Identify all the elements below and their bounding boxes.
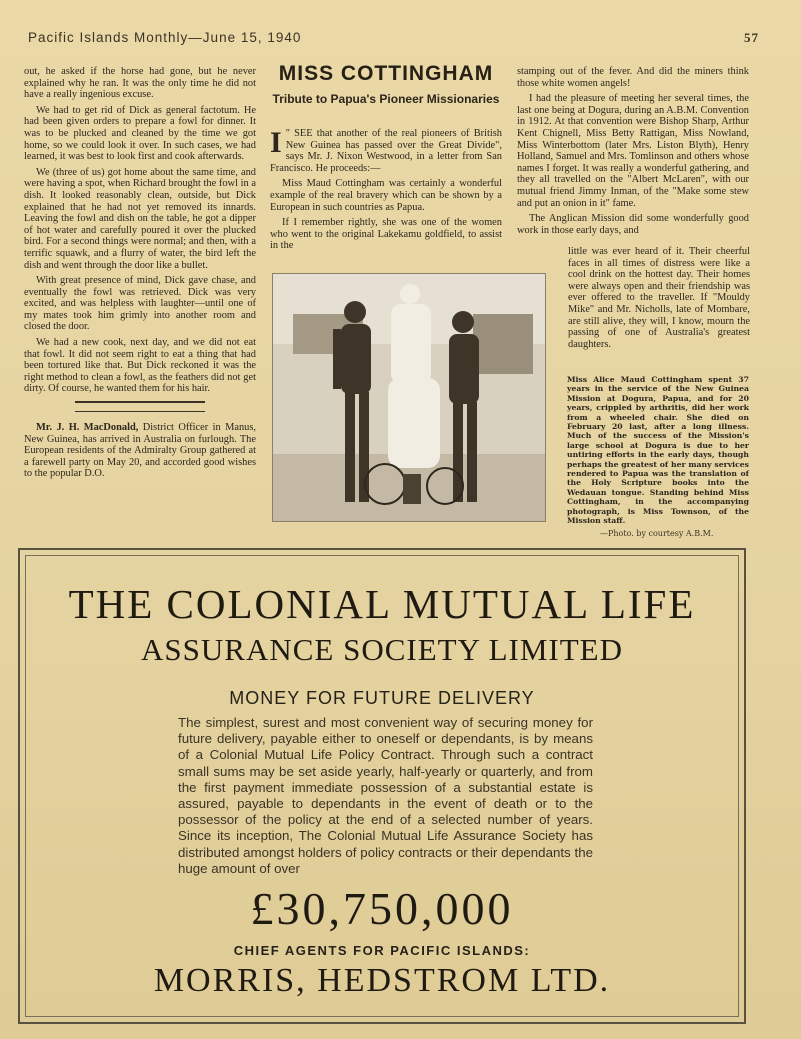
page-number: 57 [744, 30, 759, 45]
ad-body: The simplest, surest and most convenient way of securing money for future delivery, payable either to oneself or dependants, is by means of a Colonial Mutual Life Policy Contract. Through such a contract small sums may be set aside yearly, half-yearly or quarterly, and from the first payment immediate possession of a substantial estate is assured, payable to dependants in the event of death or to the possessor of the policy at the end of a selected number of years. Since its inception, The Colonial Mutual Life Assurance Society has distributed amongst holders of policy contracts or their dependants the huge amount of over [178, 715, 593, 876]
column-left [24, 66, 256, 484]
column-right-continued [568, 246, 750, 354]
ad-heading: MONEY FOR FUTURE DELIVERY [229, 688, 535, 708]
lead-text: SEE that another of the real pioneers of British New Guinea has passed over the Great Divide", says Mr. J. Nixon Westwood, in a letter from San Francisco. He proceeds:— [270, 128, 502, 174]
ad-chief-agents: CHIEF AGENTS FOR PACIFIC ISLANDS: [233, 943, 531, 958]
ad-agent-name: MORRIS, HEDSTROM LTD. [153, 962, 611, 999]
photo-credit: —Photo. by courtesy A.B.M. [600, 529, 714, 538]
photo-caption: Miss Alice Maud Cottingham spent 37 years in the service of the New Guinea Mission at Dogura, Papua, and for 20 years, crippled by arthritis, did her work from a wheeled chair. She died on February 20 last, after a long illness. Much of the success of the Mission's large school at Dogura is due to her untiring efforts in the early days, though perhaps the greatest of her many services rendered to Papua was the translation of the Holy Scripture books into the Wedauan tongue. Standing behind Miss Cottingham, in the accompanying photograph, is Miss Townson, of the Mission staff. [567, 375, 749, 526]
paragraph: We (three of us) got home about the same time, and were having a spot, when Richard brought the fowl in a dish. It looked reasonably clean, outside, but Dick explained that he had not yet removed its innards. Leaving the fowl and dish on the table, he got a dipper of hot water and carefully poured it over the plucked bird. For a second things were normal; and then, with a terrific squawk, and a flurry of water, the bird left the dish and went through the door like a bullet. [24, 166, 256, 271]
news-note [24, 422, 256, 480]
drop-cap: I [270, 126, 282, 159]
paragraph: The Anglican Mission did some wonderfully good work in those early days, and [517, 213, 749, 236]
photo-image [273, 274, 545, 521]
note-text: District Officer in Manus, New Guinea, has arrived in Australia on furlough. The European residents of the Admiralty Group gathered at a farewell party on May 20, and accorded good wishes to the popular D.O. [24, 422, 256, 480]
ad-company-line1: THE COLONIAL MUTUAL LIFE [68, 581, 696, 627]
advertisement [18, 548, 746, 1024]
paragraph: Miss Maud Cottingham was certainly a wonderful example of the real bravery which can be shown by a European in such countries as Papua. [270, 178, 502, 213]
open-quote: " [285, 128, 290, 139]
paragraph: I had the pleasure of meeting her several times, the last one being at Dogura, during an A.B.M. Convention in 1912. At that convention were Bishop Sharp, Arthur Kent Chignell, Miss Betty Rattigan, Miss Nowland, Miss Winterbottom (later Mrs. Liston Blyth), Henry Holland, Samuel and Mrs. Tomlinson and others whose names I forget. It was really a wonderful gathering, and they all travelled on the "Albert McLaren", with our mutual friend Jimmy Inman, of the "Make some stew and put an onion in it" fame. [517, 93, 749, 209]
photograph [272, 273, 546, 522]
paragraph: We had a new cook, next day, and we did not eat that fowl. It did not seem right to eat a thing that had been tortured like that. But Dick reckoned it was the right method to clean a fowl, as the feathers did not get dirty. Of course, he wanted them for his hair. [24, 337, 256, 395]
paragraph: We had to get rid of Dick as general factotum. He had been given orders to prepare a fowl for dinner. It was to be plucked and cleaned by the time we got home, so we could look it over. In such cases, we had learned, it was best to look first and cook afterwards. [24, 104, 256, 163]
running-title: Pacific Islands Monthly—June 15, 1940 [28, 30, 302, 45]
column-middle [270, 128, 502, 256]
divider [75, 401, 205, 403]
paragraph: stamping out of the fever. And did the miners think those white women angels! [517, 66, 749, 89]
story-subtitle: Tribute to Papua's Pioneer Missionaries [272, 92, 500, 106]
ad-company-line2: ASSURANCE SOCIETY LIMITED [141, 632, 623, 667]
page-header [28, 30, 769, 48]
note-name: Mr. J. H. MacDonald, [36, 422, 139, 434]
paragraph: out, he asked if the horse had gone, but he never explained why he ran. It was the only time he did not have a really ingenious excuse. [24, 66, 256, 101]
lead-paragraph [270, 128, 502, 174]
column-right [517, 66, 749, 240]
paragraph: little was ever heard of it. Their cheerful faces in all times of distress were like a cool drink on the hottest day. Their homes were always open and their friendship was ever offered to the traveller. If "Mouldy Mike" and Mr. Nicholls, late of Mombare, are still alive, they will, I know, mourn the passing of one of Australia's greatest daughters. [568, 246, 750, 350]
divider [75, 411, 205, 412]
ad-amount: £30,750,000 [250, 883, 514, 934]
paragraph: With great presence of mind, Dick gave chase, and eventually the fowl was retrieved. Dick was very excited, and was helpless with laughter—until one of my mates took him grimly into another room and closed the door. [24, 275, 256, 333]
paragraph: If I remember rightly, she was one of the women who went to the original Lakekamu goldfield, to assist in the [270, 217, 502, 252]
story-title: MISS COTTINGHAM [278, 62, 494, 85]
